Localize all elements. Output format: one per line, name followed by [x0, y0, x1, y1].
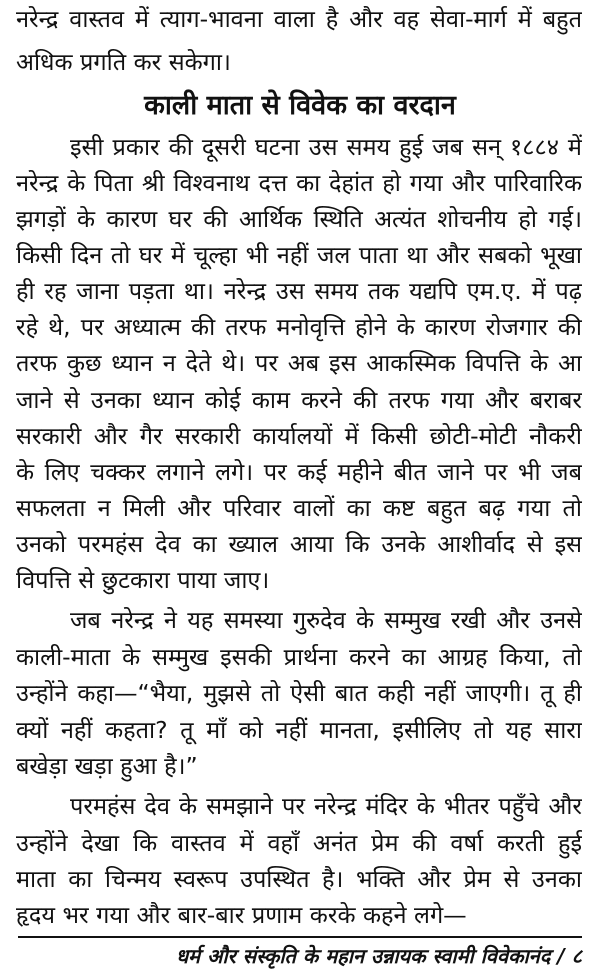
section-heading: काली माता से विवेक का वरदान: [144, 90, 456, 121]
text-line: सरकारी और गैर सरकारी कार्यालयों में किसी छोटी-मोटी नौकरी: [16, 422, 582, 450]
text-line: उन्होंने देखा कि वास्तव में वहाँ अनंत प्रेम की वर्षा करती हुई: [16, 829, 582, 857]
text-line: के लिए चक्कर लगाने लगे। पर कई महीने बीत जाने पर भी जब: [16, 458, 582, 486]
text-line: काली-माता के सम्मुख इसकी प्रार्थना करने का आग्रह किया, तो: [16, 643, 582, 671]
text-line: किसी दिन तो घर में चूल्हा भी नहीं जल पाता था और सबको भूखा: [16, 241, 582, 269]
running-footer: धर्म और संस्कृति के महान उन्नायक स्वामी विवेकानंद / ८: [175, 944, 582, 968]
text-line: उन्होंने कहा—“भैया, मुझसे तो ऐसी बात कही नहीं जाएगी। तू ही: [16, 679, 582, 707]
text-line: क्यों नहीं कहता? तू माँ को नहीं मानता, इसीलिए तो यह सारा: [16, 716, 582, 744]
text-line: बखेड़ा खड़ा हुआ है।”: [16, 752, 198, 780]
text-line: माता का चिन्मय स्वरूप उपस्थित है। भक्ति और प्रेम से उनका: [16, 865, 582, 893]
text-line: उनको परमहंस देव का ख्याल आया कि उनके आशीर्वाद से इस: [16, 530, 582, 558]
text-line: सफलता न मिली और परिवार वालों का कष्ट बहुत बढ़ गया तो: [16, 494, 582, 522]
text-line: जब नरेन्द्र ने यह समस्या गुरुदेव के सम्मुख रखी और उनसे: [70, 606, 582, 634]
text-line: इसी प्रकार की दूसरी घटना उस समय हुई जब सन् १८८४ में: [70, 133, 582, 161]
text-line: अधिक प्रगति कर सकेगा।: [16, 48, 231, 76]
footer-rule: [18, 936, 582, 938]
text-line: जाने से उनका ध्यान कोई काम करने की तरफ गया और बराबर: [16, 386, 582, 414]
text-line: ही रह जाना पड़ता था। नरेन्द्र उस समय तक यद्यपि एम.ए. में पढ़: [16, 277, 582, 305]
text-line: रहे थे, पर अध्यात्म की तरफ मनोवृत्ति होने के कारण रोजगार की: [16, 313, 582, 341]
text-line: विपत्ति से छुटकारा पाया जाए।: [16, 566, 270, 594]
text-line: तरफ कुछ ध्यान न देते थे। पर अब इस आकस्मिक विपत्ति के आ: [16, 349, 582, 377]
text-line: परमहंस देव के समझाने पर नरेन्द्र मंदिर के भीतर पहुँचे और: [70, 792, 582, 820]
text-line: नरेन्द्र के पिता श्री विश्वनाथ दत्त का देहांत हो गया और पारिवारिक: [16, 169, 582, 197]
text-line: हृदय भर गया और बार-बार प्रणाम करके कहने लगे—: [16, 901, 467, 929]
text-line: झगड़ों के कारण घर की आर्थिक स्थिति अत्यंत शोचनीय हो गई।: [16, 205, 582, 233]
text-line: नरेन्द्र वास्तव में त्याग-भावना वाला है और वह सेवा-मार्ग में बहुत: [16, 5, 582, 33]
